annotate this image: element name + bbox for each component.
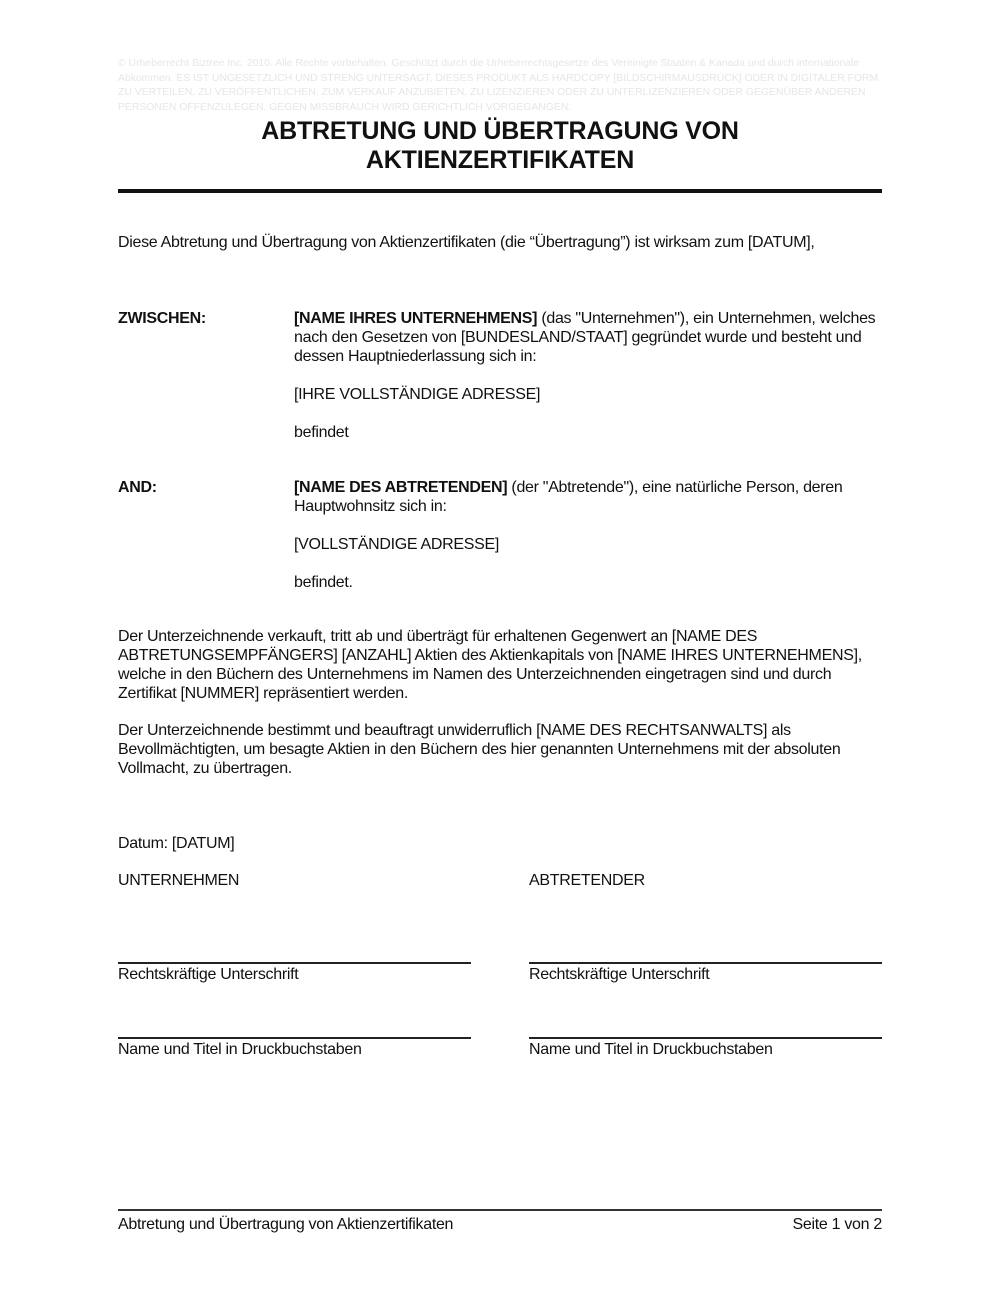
party-description: [NAME DES ABTRETENDEN] (der "Abtretende"), eine natürliche Person, deren Hauptwohnsitz sich in: xyxy=(294,479,843,515)
assignor-name-label: Name und Titel in Druckbuchstaben xyxy=(529,1041,773,1058)
party-description: [NAME IHRES UNTERNEHMENS] (das "Unternehmen"), ein Unternehmen, welches nach den Gesetzen von [BUNDESLAND/STAAT] gegründet wurde und besteht und dessen Hauptniederlassung sich in: xyxy=(294,310,876,365)
title-line-1: ABTRETUNG UND ÜBERTRAGUNG VON xyxy=(261,117,739,145)
company-name-label: Name und Titel in Druckbuchstaben xyxy=(118,1041,362,1058)
transfer-paragraph: Der Unterzeichnende verkauft, tritt ab und überträgt für erhaltenen Gegenwert an [NAME DES ABTRETUNGSEMPFÄNGERS] [ANZAHL] Aktien des Aktienkapitals von [NAME IHRES UNTERNEHMENS], welche in den Büchern des Unternehmens im Namen des Unterzeichnenden eingetragen sind und durch Zertifikat [NUMMER] repräsentiert werden. xyxy=(118,628,862,702)
party-body xyxy=(294,478,884,611)
assignor-signature-line[interactable] xyxy=(529,962,882,964)
party-label: AND: xyxy=(118,479,157,496)
company-name-line[interactable] xyxy=(118,1037,471,1039)
party-address: [IHRE VOLLSTÄNDIGE ADRESSE] xyxy=(294,386,541,403)
document-title xyxy=(118,117,882,175)
footer-page-number: Seite 1 von 2 xyxy=(792,1216,882,1233)
party-closing: befindet. xyxy=(294,574,353,591)
copyright-notice: © Urheberrecht Biztree Inc. 2010. Alle Rechte vorbehalten. Geschützt durch die Urheberrechtsgesetze des Vereinigte Staaten & Kanada und durch internationale Abkommen. ES IST UNGESETZLICH UND STRENG UNTERSAGT, DIESES PRODUKT ALS HARDCOPY [BILDSCHIRMAUSDRUCK] ODER IN DIGITALER FORM ZU VERTEILEN, ZU VERÖFFENTLICHEN, ZUM VERKAUF ANZUBIETEN, ZU LIZENZIEREN ODER ZU UNTERLIZENZIEREN ODER GEGENÜBER ANDEREN PERSONEN OFFENZULEGEN. GEGEN MISSBRAUCH WIRD GERICHTLICH VORGEGANGEN. xyxy=(118,58,879,113)
company-signature-heading: UNTERNEHMEN xyxy=(118,872,240,889)
company-signature-line[interactable] xyxy=(118,962,471,964)
title-line-2: AKTIENZERTIFIKATEN xyxy=(365,146,635,174)
party-name: [NAME DES ABTRETENDEN] xyxy=(294,479,508,496)
party-address: [VOLLSTÄNDIGE ADRESSE] xyxy=(294,536,500,553)
party-body xyxy=(294,309,884,461)
party-name: [NAME IHRES UNTERNEHMENS] xyxy=(294,310,538,327)
date-line: Datum: [DATUM] xyxy=(118,835,235,852)
footer-divider xyxy=(118,1209,882,1211)
party-closing: befindet xyxy=(294,424,349,441)
assignor-signature-label: Rechtskräftige Unterschrift xyxy=(529,966,710,983)
assignor-signature-heading: ABTRETENDER xyxy=(529,872,645,889)
title-divider xyxy=(118,189,882,193)
party-label: ZWISCHEN: xyxy=(118,310,206,327)
attorney-paragraph: Der Unterzeichnende bestimmt und beauftragt unwiderruflich [NAME DES RECHTSANWALTS] als Bevollmächtigten, um besagte Aktien in den Büchern des hier genannten Unternehmens mit der absoluten Vollmacht, zu übertragen. xyxy=(118,722,841,777)
intro-paragraph: Diese Abtretung und Übertragung von Aktienzertifikaten (die “Übertragung”) ist wirksam zum [DATUM], xyxy=(118,234,815,251)
company-signature-label: Rechtskräftige Unterschrift xyxy=(118,966,299,983)
assignor-name-line[interactable] xyxy=(529,1037,882,1039)
footer-document-title: Abtretung und Übertragung von Aktienzertifikaten xyxy=(118,1216,454,1233)
